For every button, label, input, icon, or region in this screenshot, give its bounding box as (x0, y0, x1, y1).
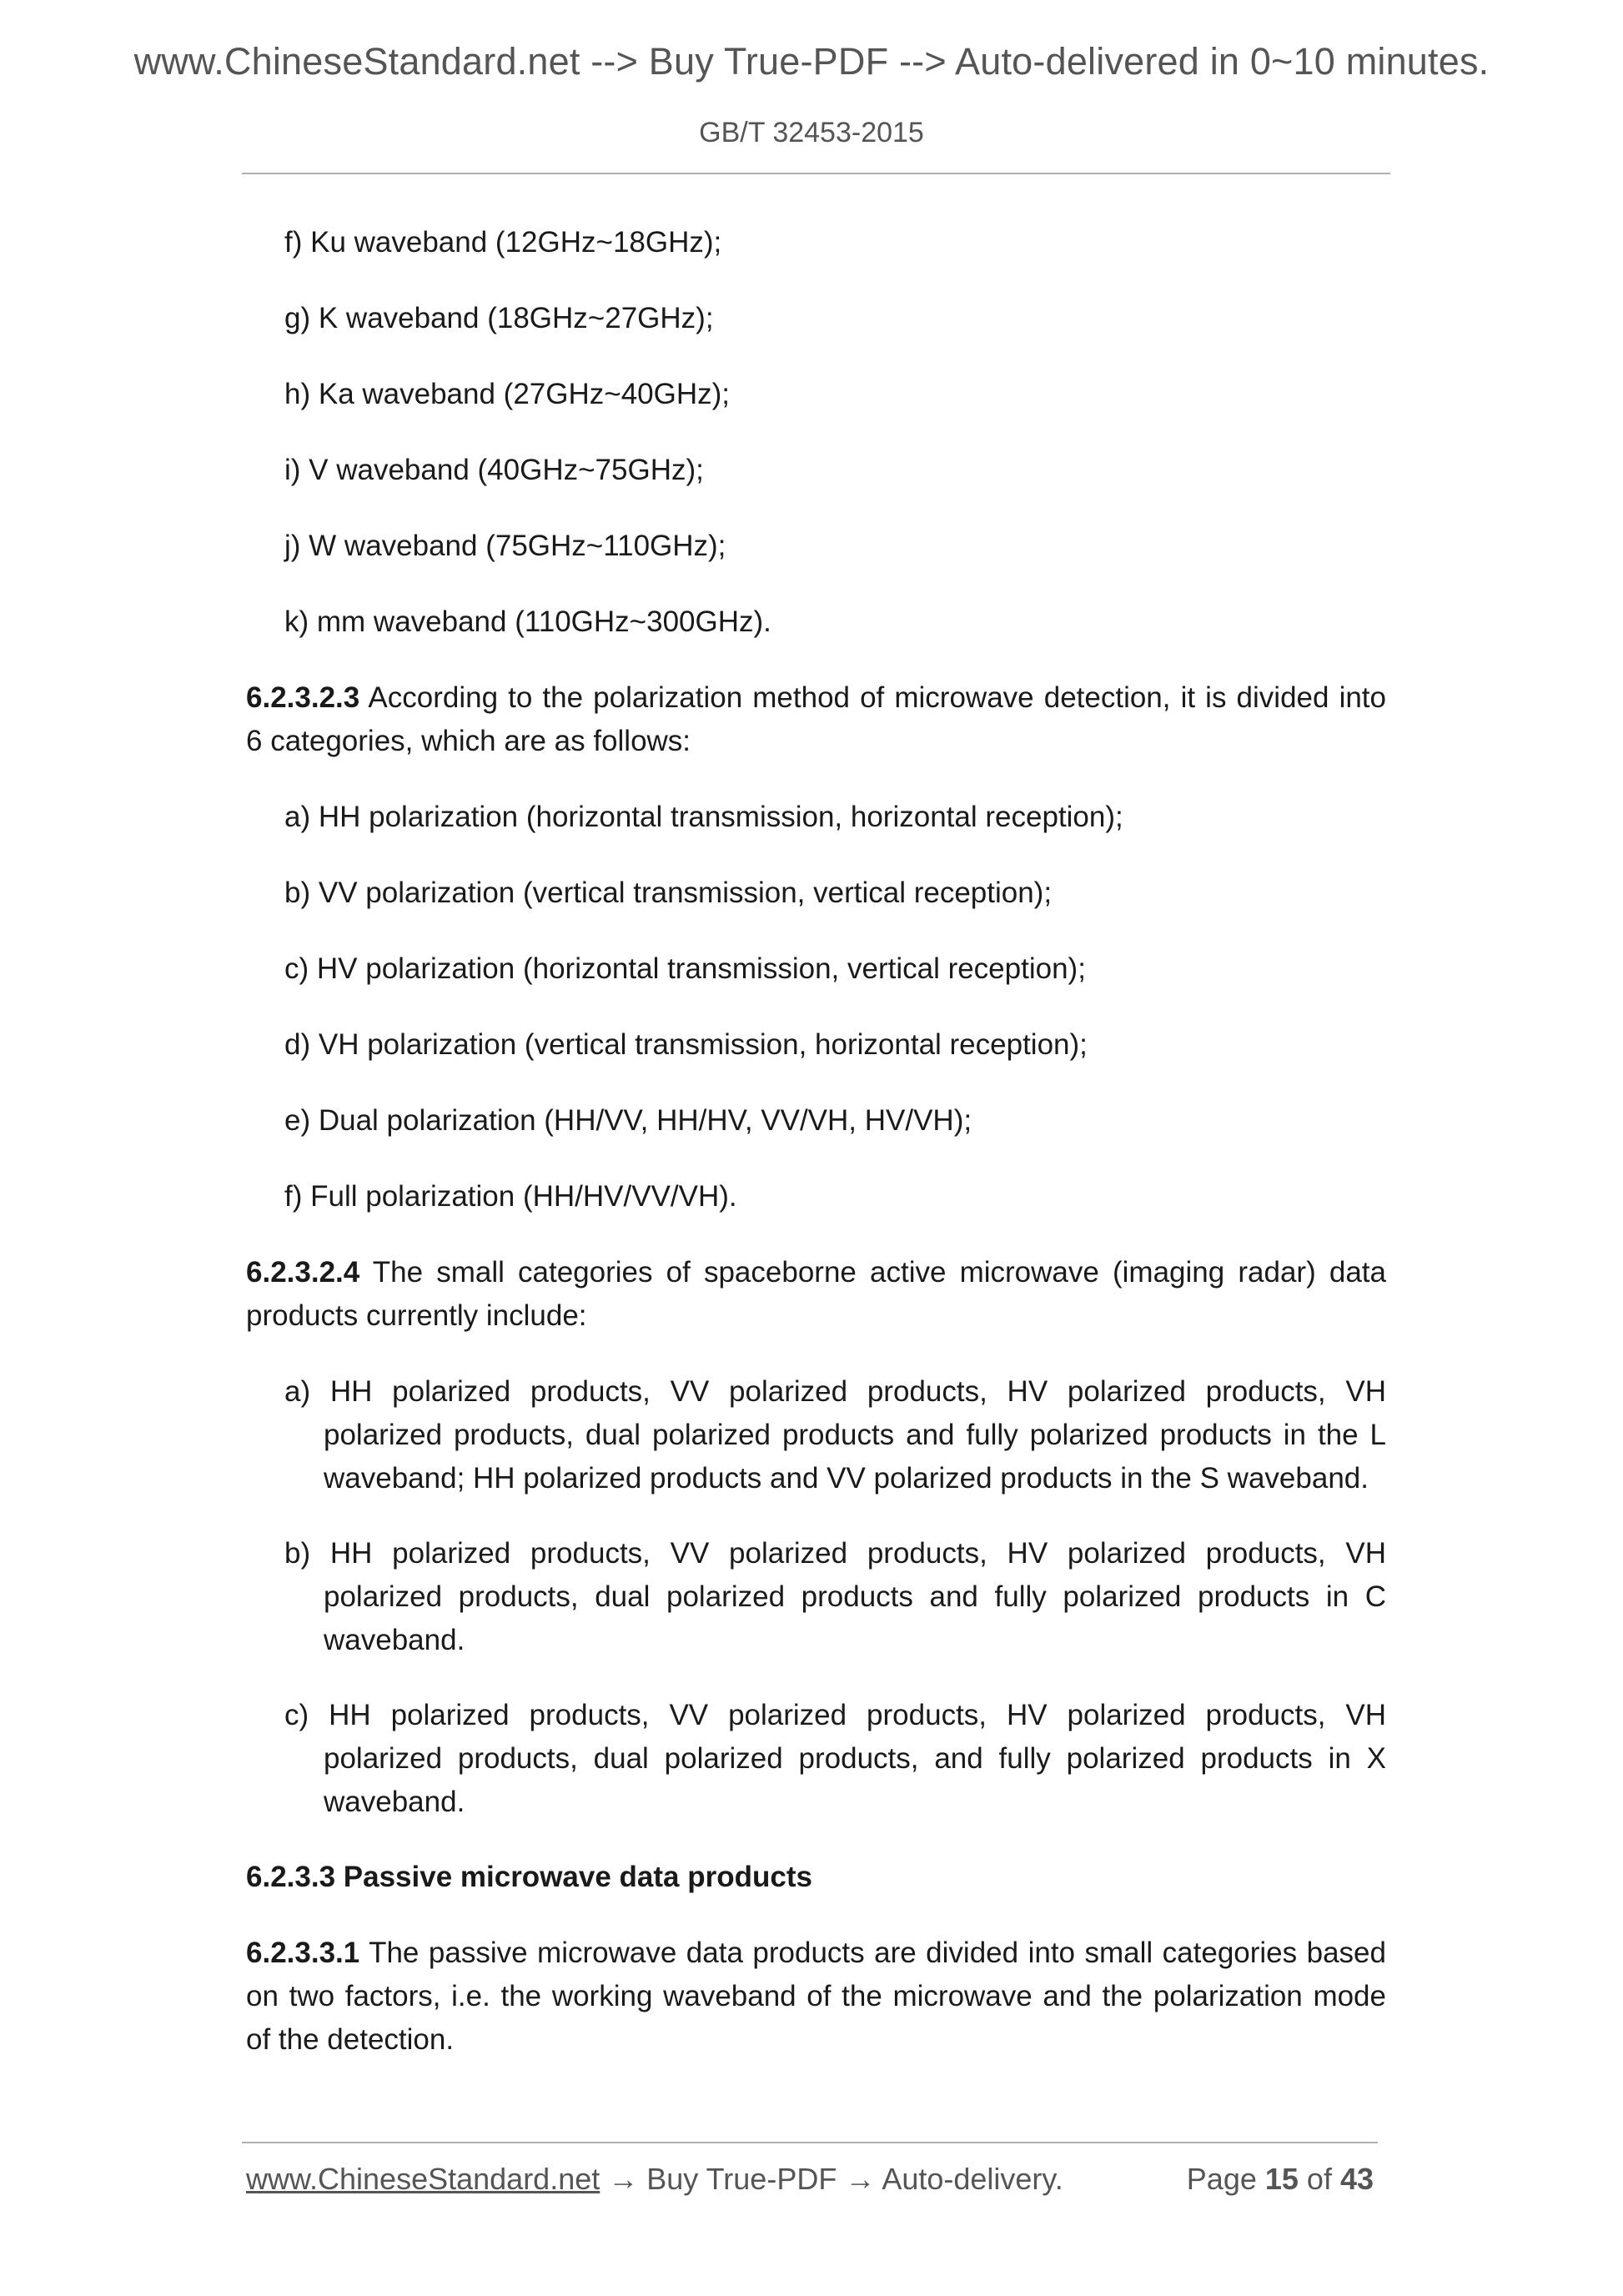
list-item: i) V waveband (40GHz~75GHz); (284, 454, 704, 486)
of-label: of (1298, 2162, 1340, 2196)
section-heading: 6.2.3.3 Passive microwave data products (246, 1861, 812, 1893)
document-code: GB/T 32453-2015 (699, 117, 924, 148)
page-body (246, 221, 1386, 2094)
list-item: g) K waveband (18GHz~27GHz); (284, 302, 714, 334)
clause-6-2-3-2-3 (246, 676, 1386, 763)
footer-site-link[interactable]: www.ChineseStandard.net (246, 2162, 600, 2196)
list-item: h) Ka waveband (27GHz~40GHz); (284, 378, 731, 410)
page-indicator (1187, 2162, 1374, 2197)
footer-buy-text: → Buy True-PDF → Auto-delivery. (600, 2162, 1063, 2196)
footer-divider (242, 2142, 1378, 2143)
list-item: b) HH polarized products, VV polarized products, HV polarized products, VH polarized products, dual polarized products and fully polarized products in C waveband. (284, 1537, 1386, 1656)
clause-6-2-3-2-4 (246, 1251, 1386, 1338)
header-divider (242, 173, 1390, 174)
clause-number: 6.2.3.2.4 (246, 1256, 360, 1289)
list-item: j) W waveband (75GHz~110GHz); (284, 530, 726, 562)
list-item: k) mm waveband (110GHz~300GHz). (284, 605, 771, 638)
clause-text: The small categories of spaceborne active microwave (imaging radar) data products currently include: (246, 1256, 1386, 1332)
list-item: f) Full polarization (HH/HV/VV/VH). (284, 1180, 737, 1213)
list-item: a) HH polarized products, VV polarized products, HV polarized products, VH polarized products, dual polarized products and fully polarized products in the L waveband; HH polarized products and VV polarized products in the S waveband. (284, 1375, 1386, 1495)
list-item: e) Dual polarization (HH/VV, HH/HV, VV/VH, HV/VH); (284, 1104, 972, 1137)
clause-number: 6.2.3.3.1 (246, 1937, 360, 1969)
list-item: d) VH polarization (vertical transmission, horizontal reception); (284, 1028, 1088, 1061)
clause-number: 6.2.3.2.3 (246, 681, 360, 714)
page-number: 15 (1264, 2162, 1299, 2196)
list-item: f) Ku waveband (12GHz~18GHz); (284, 226, 722, 259)
list-item: a) HH polarization (horizontal transmission, horizontal reception); (284, 801, 1123, 833)
clause-6-2-3-3-1 (246, 1932, 1386, 2062)
page-label: Page (1186, 2162, 1265, 2196)
clause-text: According to the polarization method of microwave detection, it is divided into 6 categories, which are as follows: (246, 681, 1386, 757)
clause-text: The passive microwave data products are divided into small categories based on two factors, i.e. the working waveband of the microwave and the polarization mode of the detection. (246, 1937, 1386, 2056)
footer-promo (246, 2162, 1063, 2197)
list-item: c) HH polarized products, VV polarized products, HV polarized products, VH polarized products, dual polarized products, and fully polarized products in X waveband. (284, 1699, 1386, 1818)
top-banner: www.ChineseStandard.net --> Buy True-PDF --> Auto-delivered in 0~10 minutes. (133, 40, 1490, 83)
page-total: 43 (1339, 2162, 1374, 2196)
list-item: b) VV polarization (vertical transmission, vertical reception); (284, 877, 1053, 909)
list-item: c) HV polarization (horizontal transmission, vertical reception); (284, 952, 1086, 985)
